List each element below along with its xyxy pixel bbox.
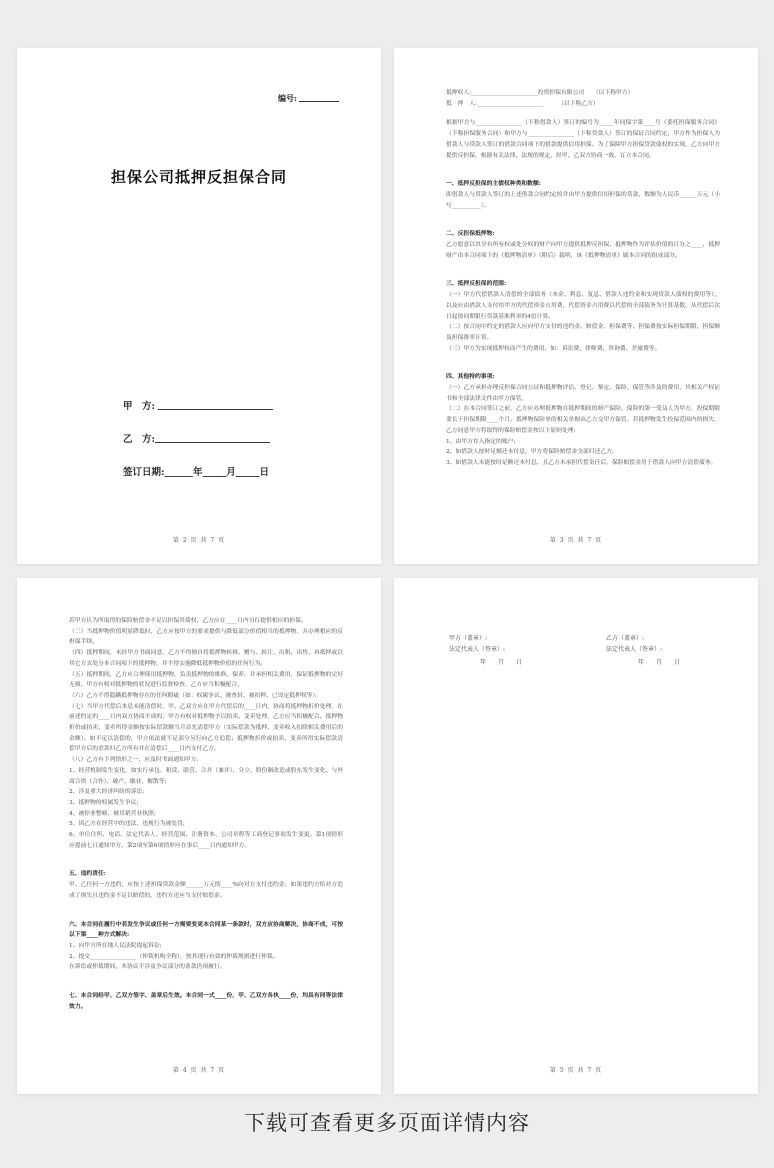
page-3-body: [446, 88, 720, 469]
paragraph: 2、提交________________（仲裁机构全称），按其现行有效的仲裁规则进行仲裁。: [69, 953, 279, 960]
paragraph-gap: [446, 261, 720, 270]
paragraph: 1、由甲方存入指定的账户;: [446, 438, 516, 445]
paragraph: 根据甲方与________________（下称借款人）签订的编号为_____年同保字第____号《委托担保服务合同》（下称担保服务合同）和甲方与________________（下称贷款人）签订的保证合同约定，甲方作为担保人为借款人与贷款人签订的借款合同项下的借款提供信用担保。为了保障甲方担保贷款债权的实现，乙方向甲方提供反担保，根据有关法律、法规的规定，经甲、乙双方协商一致，订立本合同。: [446, 120, 720, 159]
paragraph: 2、涉及重大经济纠纷的诉讼;: [69, 789, 145, 796]
paragraph: 在诉讼或仲裁期间，本协议不涉及争议部分的条款仍须履行。: [69, 964, 226, 971]
paragraph: （一）甲方代偿借款人清偿的全部债务（本金、利息、复息、借款人违约金和实现贷款人债权的费用等），以及应由借款人支付给甲方的代偿资金占用费，代偿资金占用费以代偿的全部债务为计算基数，从代偿后次日起按同期银行贷款基准利率的4倍计算。: [446, 292, 720, 320]
page-number: 第 5 页 共 7 页: [549, 1067, 603, 1074]
paragraph-gap: [446, 109, 720, 118]
contract-number: 编号:: [278, 93, 339, 104]
section-heading: 一、抵押反担保的主债权种类和数额:: [446, 181, 541, 188]
contract-title: 担保公司抵押反担保合同: [110, 168, 287, 186]
document-page-4: [17, 578, 381, 1094]
document-page-3: [394, 48, 758, 564]
signing-date: 签订日期:______年_____月_____日: [123, 467, 270, 478]
paragraph: 抵 押 人:_______________________ （以下称乙方）: [446, 100, 599, 107]
page-number: 第 4 页 共 7 页: [172, 1067, 226, 1074]
paragraph: 抵押权人:_______________________投资担保有限公司 （以下称甲方）: [446, 90, 634, 96]
paragraph-gap: [69, 973, 343, 982]
paragraph: 6、单位住所、电话、法定代表人、经营范围、注册资本、公司章程等工商登记事项发生变更。第1项情形应提前七日通知甲方，第2项至第6项情形应在事后____日内通知甲方。: [69, 832, 343, 849]
paragraph-gap: [446, 354, 720, 363]
paragraph: 乙方愿意以其享有所有权或处分权的财产向甲方提供抵押反担保，抵押物作为评估价值的百分之____，抵押财产由本合同项下的《抵押物清单》（附后）载明，该《抵押物清单》属本合同的组成部分。: [446, 242, 720, 259]
party-a-representative: 法定代表人（签章）:: [449, 646, 506, 653]
paragraph-gap: [446, 161, 720, 170]
party-b-field: 乙 方:: [123, 431, 270, 445]
paragraph: 4、被停业整顿、被吊销营业执照;: [69, 810, 156, 817]
page-number: 第 2 页 共 7 页: [172, 537, 226, 544]
paragraph: 3、如借款人未能按时足额还本付息，且乙方未承担代偿责任后，保险赔偿金用于借款人向甲方清偿债务。: [446, 459, 717, 466]
document-page-5: [394, 578, 758, 1094]
paragraph-gap: [446, 211, 720, 220]
page-4-body: [69, 616, 343, 1013]
section-heading: 三、抵押反担保的范围:: [446, 281, 507, 288]
paragraph: （四）抵押期间，未经甲方书面同意，乙方不得擅自将抵押物转移、赠与、转让、出租、出售、再抵押或以其它方式处分本合同项下的抵押物，并不得实施降低抵押物价值的任何行为。: [69, 650, 343, 667]
section-heading: 四、其他特约事项:: [446, 374, 495, 381]
paragraph-gap: [69, 902, 343, 911]
paragraph: （五）抵押期间，乙方应合理使用抵押物，负责抵押物的维修、保养，并承担相关费用，保证抵押物的完好无损。甲方有权对抵押物的状况进行监督检查，乙方应当积极配合。: [69, 671, 343, 689]
paragraph: 即借款人与贷款人签订的上述借款合同约定的并由甲方提供信用担保的贷款，数额为人民币______万元（小写__________）。: [446, 191, 720, 209]
section-heading: 二、反担保抵押物:: [446, 231, 495, 238]
paragraph: 1、经营机制发生变化，如实行承包、租赁、联营、合并（兼并）、分立、股份制改造或股东发生变化、与外商合资（合作）、破产、歇业、解散等;: [69, 767, 343, 785]
paragraph: （一）乙方承担办理反担保合同公证和抵押物评估、登记、鉴定、保险、保管等涉及的费用，其相关产权证书和全部法律文件由甲方保管。: [446, 385, 720, 402]
section-heading: 六、本合同在履行中若发生争议或任何一方需要变更本合同某一条款时，双方应协商解决，协商不成，可按以下第____种方式解决:: [69, 921, 343, 939]
paragraph-gap: [69, 851, 343, 860]
document-page-cover: [17, 48, 381, 564]
party-b-date: 年 月 日: [638, 659, 681, 666]
paragraph: （三）甲方为实现抵押权而产生的费用，如：诉讼费、律师费、咨询费、差旅费等。: [446, 345, 661, 352]
party-a-date: 年 月 日: [480, 659, 523, 666]
paragraph: （二）在本合同签订之前，乙方应办理抵押物在抵押期间的财产保险，保险的第一受益人为甲方，投保期限要长于担保期限____个月。抵押物保险单的相关单据由乙方交甲方保管。若抵押物发生投保范围内的损失，乙方同意甲方将取得的保险赔偿金按以下原则处理:: [446, 406, 720, 434]
paragraph: （二）按合同中约定的借款人应向甲方支付的违约金、赔偿金、担保费等、担保费按实际担保期限、担保额及担保费率计算。: [446, 324, 720, 341]
paragraph: 甲、乙任何一方违约，应按上述担保贷款金额______万元的____%向对方支付违约金。如果违约方给对方造成了损失且违约金不足以赔偿的，违约方还应当支付赔偿金。: [69, 882, 343, 899]
paragraph: 2、如借款人按时足额还本付息，甲方将保险赔偿金全部归还乙方;: [446, 449, 614, 456]
paragraph: 3、抵押物的权属发生争议;: [69, 799, 139, 806]
section-heading: 五、违约责任:: [69, 871, 106, 878]
paragraph: （三）当抵押物价值明显降低时，乙方应按甲方的要求提供与降低部分价值相当的抵押物，并办理相应的反担保手续。: [69, 628, 343, 646]
paragraph: 1、向甲方所在地人民法院提起诉讼;: [69, 942, 162, 949]
paragraph: （六）乙方不得隐瞒抵押物存在的任何瑕疵（如：权属争议、被查封、被扣押、已设定抵押权等）。: [69, 692, 322, 699]
party-a-seal: 甲方（盖章）:: [449, 635, 488, 642]
party-b-representative: 法定代表人（签章）:: [606, 646, 663, 653]
page-number: 第 3 页 共 7 页: [549, 537, 603, 544]
party-a-field: 甲 方:: [123, 398, 273, 412]
party-b-seal: 乙方（盖章）:: [606, 635, 645, 642]
section-heading: 七、本合同经甲、乙双方签字、盖章后生效。本合同一式____份，甲、乙双方各执____份，均具有同等法律效力。: [69, 993, 343, 1010]
paragraph: （七）当甲方代偿后本息未能清偿时，甲、乙双方应在甲方代偿后的____日内，协商将抵押物折价处理，在前述约定的____日内双方协商不成的，甲方有权对抵押物予以拍卖、变卖处理，乙方应当积极配合。抵押物折价或拍卖、变卖所得金额按实际偿款额当月首先清偿甲方（实际偿款为抵押、变卖收入扣除相关费用后的金额）。如不足以清偿的，甲方依法就不足部分另行向乙方追偿；抵押物折价或拍卖、变卖所得实际偿款清偿甲方后的余款归乙方所有并在清偿后____日内支付乙方。: [69, 703, 343, 753]
paragraph: （八）乙方有下列情形之一，应及时书面通知甲方:: [69, 757, 199, 764]
paragraph: 若甲方认为所取得的保险赔偿金不足以担保其债权，乙方应在____日内另行提供相应的担保。: [69, 618, 307, 624]
paragraph: 5、因乙方在经营中的违法、违规行为被处罚;: [69, 821, 185, 828]
download-banner: 下载可查看更多页面详情内容: [244, 1111, 530, 1135]
